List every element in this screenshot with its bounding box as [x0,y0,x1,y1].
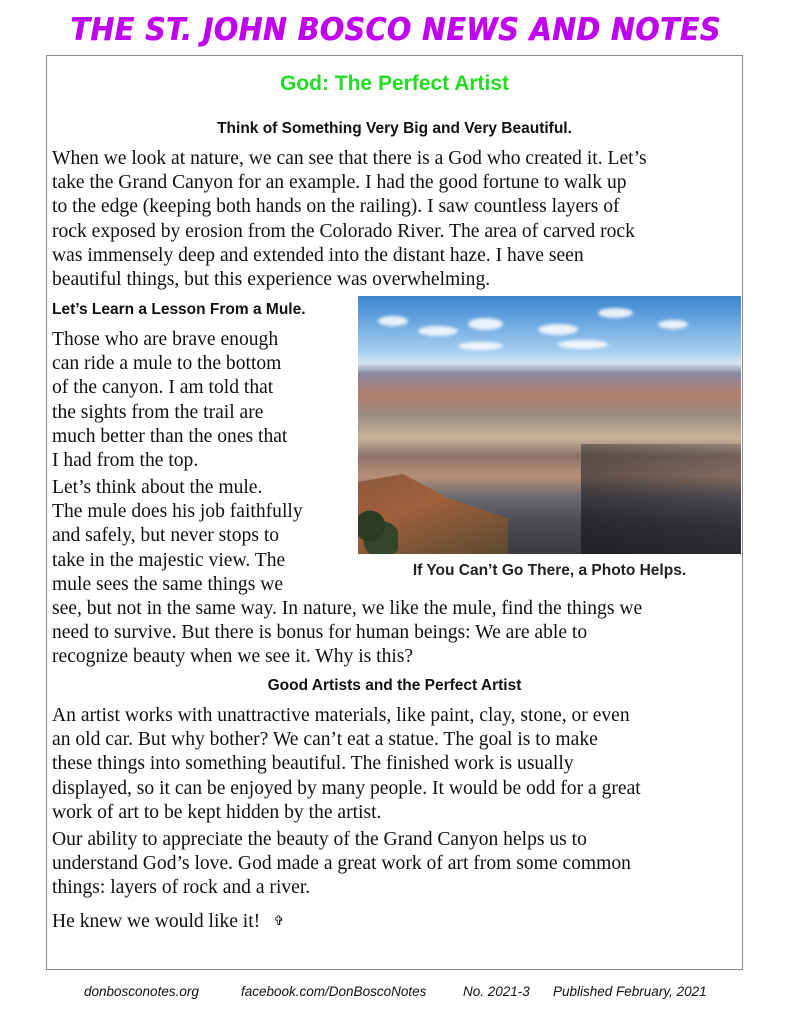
text-line: the sights from the trail are [52,400,264,423]
closing-text: He knew we would like it! [52,910,261,932]
text-line: of the canyon. I am told that [52,376,274,399]
text-line: and safely, but never stops to [52,524,280,547]
cloud [458,342,503,350]
text-line: work of art to be kept hidden by the artist. [52,800,382,823]
grand-canyon-photo [358,296,741,554]
footer-published-date: Published February, 2021 [553,984,707,999]
section-heading-mule: Let’s Learn a Lesson From a Mule. [52,301,306,318]
text-line: The mule does his job faithfully [52,500,303,523]
newsletter-masthead: THE ST. JOHN BOSCO NEWS AND NOTES [70,12,721,48]
article-title: God: The Perfect Artist [279,72,510,95]
text-line: displayed, so it can be enjoyed by many people. It would be odd for a great [52,776,641,799]
photo-caption: If You Can’t Go There, a Photo Helps. [412,562,687,579]
cloud [598,308,633,318]
text-line: When we look at nature, we can see that there is a God who created it. Let’s [52,147,647,169]
text-line: to the edge (keeping both hands on the railing). I saw countless layers of [52,195,620,218]
cloud [378,316,408,326]
text-line: Those who are brave enough [52,328,279,350]
trees [358,484,398,554]
mule-paragraph-1 [52,327,287,472]
text-line: An artist works with unattractive materials, like paint, clay, stone, or even [52,704,630,726]
text-line: much better than the ones that [52,424,288,447]
cloud [658,320,688,329]
canyon-shadow [581,444,741,554]
cloud [418,326,458,336]
artists-paragraph-1 [52,703,641,824]
artists-paragraph-2 [52,827,631,900]
footer-issue-number: No. 2021-3 [463,984,530,999]
text-line: take in the majestic view. The [52,548,286,571]
closing-line [52,909,284,933]
text-line: these things into something beautiful. The finished work is usually [52,752,574,775]
footer-facebook: facebook.com/DonBoscoNotes [241,984,427,999]
text-line: recognize beauty when we see it. Why is this? [52,645,414,668]
cloud [558,340,608,349]
text-line: beautiful things, but this experience was overwhelming. [52,268,491,291]
text-line: see, but not in the same way. In nature, we like the mule, find the things we [52,597,643,620]
cloud [468,318,503,330]
text-line: Our ability to appreciate the beauty of the Grand Canyon helps us to [52,828,587,850]
text-line: can ride a mule to the bottom [52,352,282,375]
intro-paragraph [52,146,647,291]
footer-website: donbosconotes.org [84,984,199,999]
section-heading-big-beautiful: Think of Something Very Big and Very Beautiful. [217,120,572,137]
text-line: an old car. But why bother? We can’t eat a statue. The goal is to make [52,728,598,751]
text-line: mule sees the same things we [52,572,284,595]
text-line: things: layers of rock and a river. [52,876,311,899]
section-heading-artists: Good Artists and the Perfect Artist [267,677,522,694]
text-line: understand God’s love. God made a great work of art from some common [52,852,631,875]
text-line: take the Grand Canyon for an example. I had the good fortune to walk up [52,171,627,194]
cloud [538,324,578,335]
text-line: need to survive. But there is bonus for human beings: We are able to [52,621,588,644]
cross-icon: ✞ [273,913,285,928]
text-line: was immensely deep and extended into the distant haze. I have seen [52,243,584,266]
text-line: I had from the top. [52,449,199,472]
text-line: rock exposed by erosion from the Colorado River. The area of carved rock [52,219,635,242]
text-line: Let’s think about the mule. [52,476,263,498]
